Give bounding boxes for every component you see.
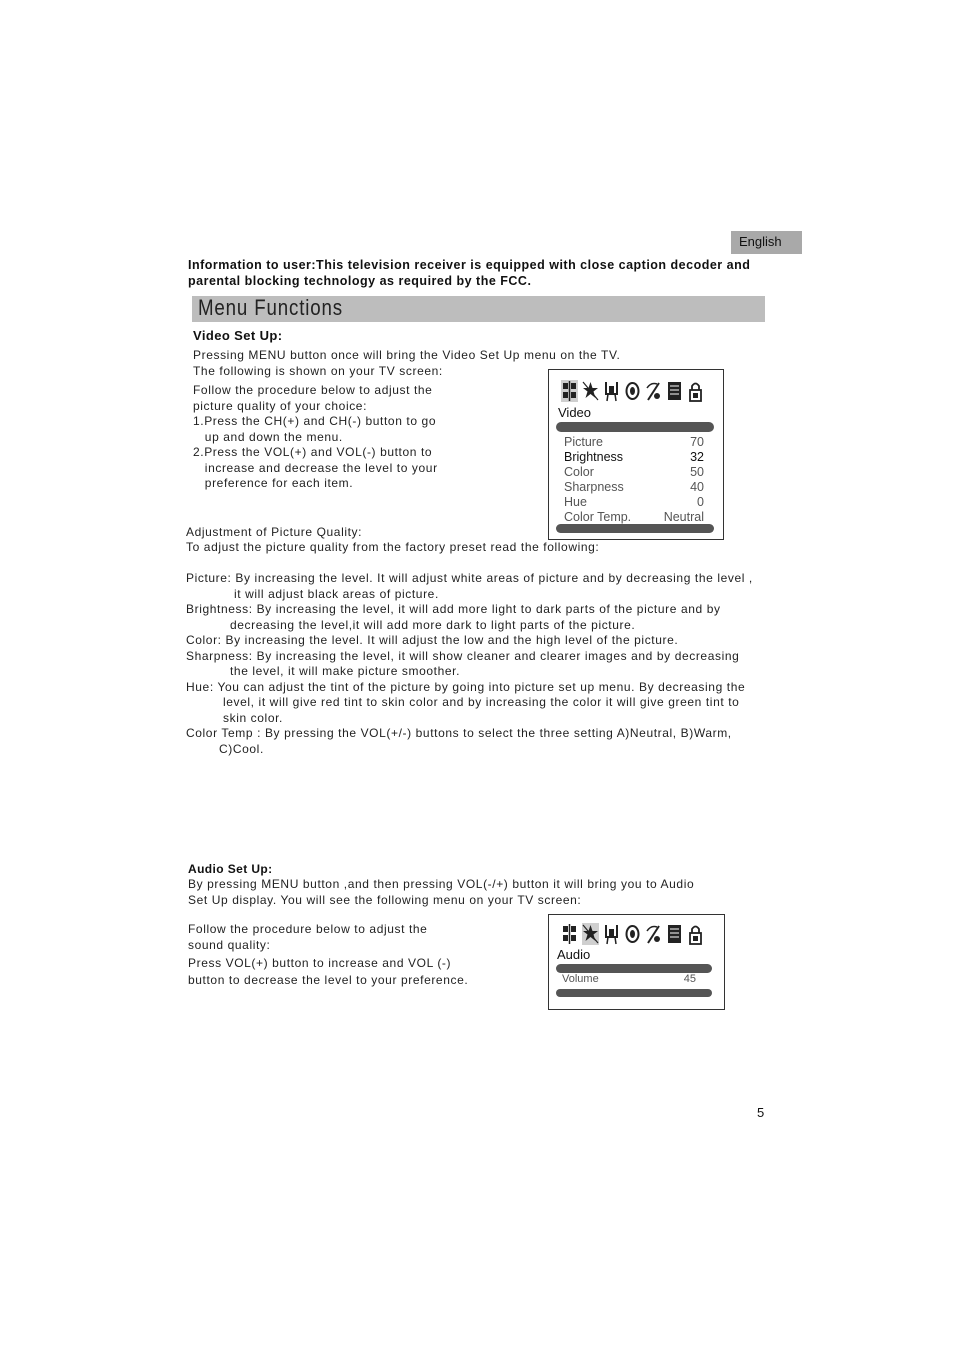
osd-item-value: 32 — [690, 450, 704, 464]
time-icon — [624, 380, 641, 402]
language-tab — [731, 231, 802, 254]
osd-icon-row — [561, 380, 704, 402]
description-line: the level, it will make picture smoother. — [230, 664, 461, 678]
video-icon — [561, 923, 578, 945]
procedure-line: 1.Press the CH(+) and CH(-) button to go — [193, 414, 437, 428]
section-title-bar — [192, 296, 765, 322]
osd-item-value: 45 — [683, 973, 696, 985]
time-icon — [624, 923, 641, 945]
text-line: sound quality: — [188, 937, 271, 952]
cc-icon — [666, 380, 683, 402]
osd-icon-row — [561, 923, 704, 945]
text-line: Press VOL(+) button to increase and VOL (-) — [188, 956, 452, 970]
osd-menu-item — [562, 973, 696, 988]
osd-menu-item — [564, 480, 704, 495]
osd-item-name: Sharpness — [564, 480, 624, 494]
audio-intro — [188, 877, 694, 908]
description-line: skin color. — [223, 710, 283, 725]
osd-top-bar — [556, 422, 714, 432]
cc-icon — [666, 923, 683, 945]
picture-descriptions — [186, 571, 753, 757]
text-line: Set Up display. You will see the following menu on your TV screen: — [188, 892, 582, 907]
osd-item-name: Hue — [564, 495, 587, 509]
osd-item-value: 50 — [690, 465, 704, 479]
audio-osd-items — [562, 973, 696, 989]
video-osd-label: Video — [558, 405, 592, 420]
install-icon — [645, 380, 662, 402]
video-osd-screen — [548, 369, 724, 540]
fcc-info-line: Information to user:This television receiver is equipped with close caption decoder and — [188, 258, 751, 272]
procedure-line: increase and decrease the level to your — [193, 460, 438, 475]
video-procedure — [193, 383, 438, 492]
audio-heading: Audio Set Up: — [188, 862, 273, 876]
osd-menu-item — [564, 465, 704, 480]
osd-item-name: Volume — [562, 973, 599, 985]
lock-icon — [687, 923, 704, 945]
description-line: Picture: By increasing the level. It will adjust white areas of picture and by decreasing the level , — [186, 571, 753, 585]
text-line: button to decrease the level to your preference. — [188, 972, 469, 987]
osd-bottom-bar — [556, 989, 712, 997]
description-line: Hue: You can adjust the tint of the picture by going into picture set up menu. By decreasing the — [186, 679, 746, 694]
section-title: Menu Functions — [198, 295, 343, 320]
text-line: By pressing MENU button ,and then pressing VOL(-/+) button it will bring you to Audio — [188, 877, 695, 891]
fcc-info-line: parental blocking technology as required by the FCC. — [188, 273, 532, 288]
osd-item-value: 0 — [697, 495, 704, 509]
description-line: it will adjust black areas of picture. — [234, 586, 439, 601]
description-line: Sharpness: By increasing the level, it will show cleaner and clearer images and by decreasing — [186, 648, 740, 663]
text-line: Follow the procedure below to adjust the — [188, 922, 428, 936]
install-icon — [645, 923, 662, 945]
adjustment-intro: To adjust the picture quality from the factory preset read the following: — [186, 540, 600, 554]
function-icon — [603, 923, 620, 945]
audio-osd-screen — [548, 914, 725, 1010]
video-heading: Video Set Up: — [193, 328, 283, 343]
osd-top-bar — [556, 964, 712, 973]
procedure-line: picture quality of your choice: — [193, 398, 368, 413]
osd-menu-item — [564, 450, 704, 465]
osd-item-name: Brightness — [564, 450, 624, 464]
osd-item-value: 40 — [690, 480, 704, 494]
description-line: C)Cool. — [219, 741, 264, 756]
audio-icon — [582, 923, 599, 945]
procedure-line: up and down the menu. — [193, 429, 343, 444]
audio-osd-label: Audio — [557, 947, 591, 962]
procedure-line: Follow the procedure below to adjust the — [193, 383, 433, 397]
audio-procedure-a — [188, 922, 427, 953]
osd-menu-item — [564, 435, 704, 450]
procedure-line: 2.Press the VOL(+) and VOL(-) button to — [193, 445, 433, 459]
lock-icon — [687, 380, 704, 402]
fcc-info — [188, 258, 750, 289]
osd-menu-item — [564, 510, 704, 525]
osd-item-name: Color — [564, 465, 594, 479]
description-line: Brightness: By increasing the level, it will add more light to dark parts of the picture and by — [186, 602, 721, 616]
language-label: English — [739, 234, 782, 249]
osd-item-value: 70 — [690, 435, 704, 449]
osd-item-name: Picture — [564, 435, 603, 449]
osd-item-name: Color Temp. — [564, 510, 632, 524]
page-number: 5 — [757, 1105, 765, 1120]
text-line: The following is shown on your TV screen: — [193, 363, 443, 378]
function-icon — [603, 380, 620, 402]
osd-bottom-bar — [556, 524, 714, 533]
description-line: Color: By increasing the level. It will adjust the low and the high level of the picture. — [186, 633, 679, 647]
osd-menu-item — [564, 495, 704, 510]
audio-procedure-b — [188, 955, 468, 988]
description-line: Color Temp : By pressing the VOL(+/-) buttons to select the three setting A)Neutral, B)Warm, — [186, 726, 732, 740]
procedure-line: preference for each item. — [193, 476, 354, 490]
video-osd-items — [564, 435, 704, 525]
audio-icon — [582, 380, 599, 402]
text-line: Pressing MENU button once will bring the Video Set Up menu on the TV. — [193, 348, 621, 362]
adjustment-title: Adjustment of Picture Quality: — [186, 525, 363, 539]
video-icon — [561, 380, 578, 402]
description-line: decreasing the level,it will add more dark to light parts of the picture. — [230, 617, 636, 632]
description-line: level, it will give red tint to skin color and by increasing the color it will give green tint to — [223, 695, 740, 709]
osd-item-value: Neutral — [663, 510, 704, 524]
